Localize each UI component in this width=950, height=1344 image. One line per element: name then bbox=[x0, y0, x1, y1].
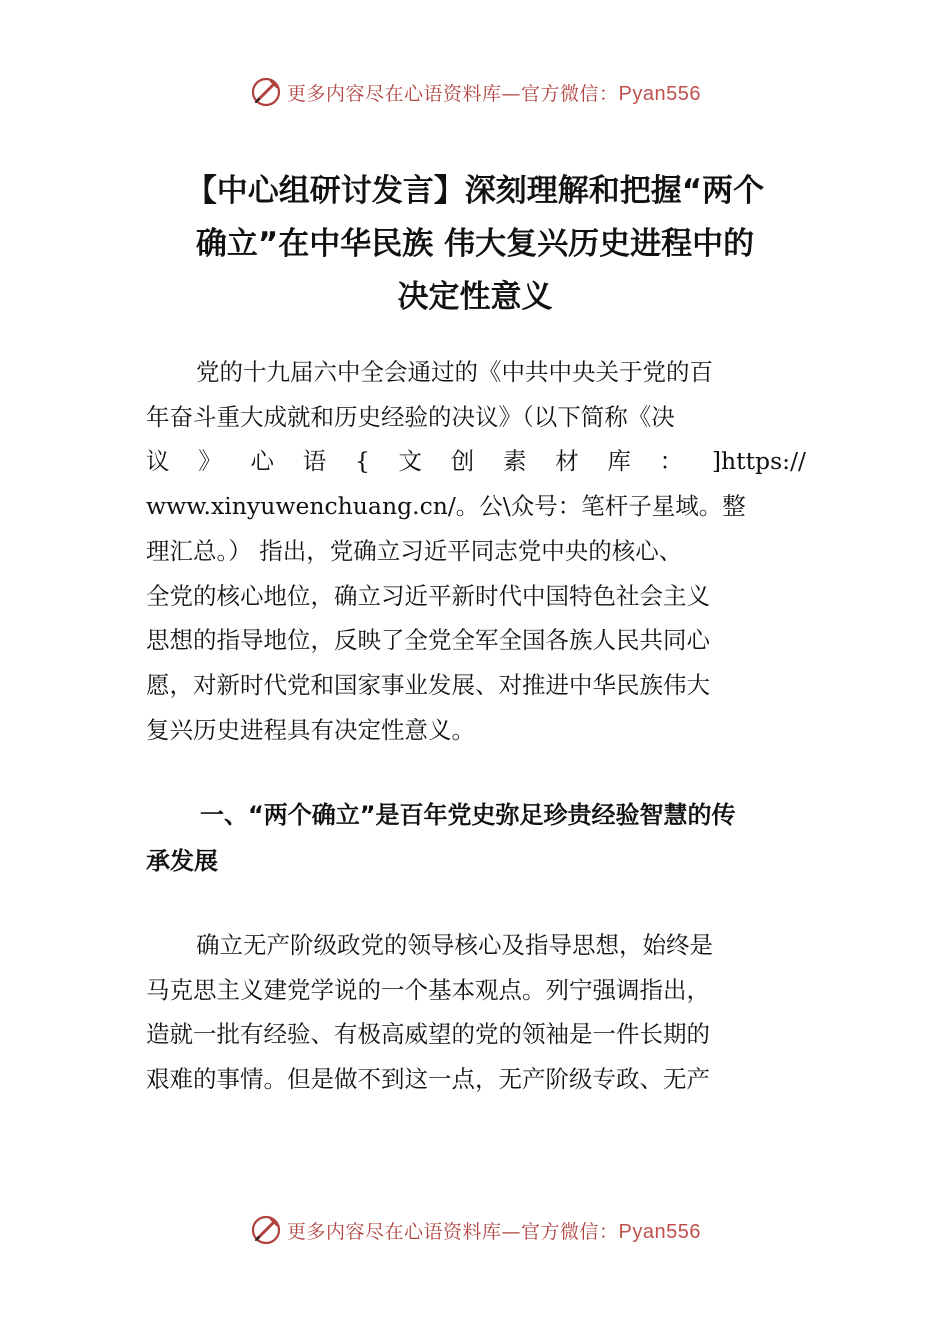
wechat-id: Pyan556 bbox=[618, 1220, 701, 1243]
paragraph-line: 马克思主义建党学说的一个基本观点。列宁强调指出， bbox=[146, 975, 710, 1004]
heading-line: 承发展 bbox=[146, 847, 218, 875]
paragraph-line: 党的十九届六中全会通过的《中共中央关于党的百 bbox=[196, 358, 713, 386]
heading-line: 一、“两个确立”是百年党史弥足珍贵经验智慧的传 bbox=[200, 801, 736, 829]
document-title bbox=[110, 165, 840, 324]
header-watermark-banner bbox=[0, 72, 950, 112]
paragraph-line: 理汇总。） 指出，党确立习近平同志党中央的核心、 bbox=[146, 536, 683, 565]
spread-char: 心 bbox=[250, 447, 274, 476]
pen-logo-icon bbox=[249, 1213, 283, 1247]
paragraph-line: 愿，对新时代党和国家事业发展、对推进中华民族伟大 bbox=[146, 670, 710, 699]
spread-char: 创 bbox=[450, 447, 475, 476]
banner-text: 更多内容尽在心语资料库—官方微信：Pyan556 bbox=[287, 1220, 701, 1243]
paragraph-line: www.xinyuwenchuang.cn/。公\众号：笔杆子星域。整 bbox=[146, 492, 746, 521]
wechat-id: Pyan556 bbox=[618, 82, 701, 105]
spread-char: ： bbox=[659, 447, 684, 476]
paragraph-line: 年奋斗重大成就和历史经验的决议》（以下简称《决 bbox=[146, 402, 675, 431]
spread-char: { bbox=[354, 447, 370, 476]
spread-char: 议 bbox=[146, 447, 170, 476]
paragraph-section-1 bbox=[146, 923, 806, 1102]
paragraph-intro bbox=[146, 350, 806, 752]
spread-char: 库 bbox=[607, 447, 631, 476]
spread-char: 素 bbox=[502, 447, 527, 476]
spread-char: 》 bbox=[198, 447, 222, 476]
pen-logo-icon bbox=[249, 75, 283, 109]
spread-char: ]https:// bbox=[711, 447, 806, 476]
title-line: 【中心组研讨发言】深刻理解和把握“两个 bbox=[185, 173, 765, 209]
paragraph-line: 确立无产阶级政党的领导核心及指导思想，始终是 bbox=[196, 931, 713, 959]
footer-watermark-banner bbox=[0, 1210, 950, 1250]
paragraph-line: 全党的核心地位，确立习近平新时代中国特色社会主义 bbox=[146, 581, 710, 610]
paragraph-line-spread bbox=[146, 439, 806, 484]
title-line: 决定性意义 bbox=[397, 279, 553, 315]
section-heading-1 bbox=[146, 792, 806, 884]
title-line: 确立”在中华民族 伟大复兴历史进程中的 bbox=[195, 226, 755, 262]
spread-char: 语 bbox=[302, 447, 327, 476]
spread-char: 文 bbox=[398, 447, 423, 476]
paragraph-line: 思想的指导地位，反映了全党全军全国各族人民共同心 bbox=[146, 626, 710, 655]
spread-char: 材 bbox=[555, 447, 579, 476]
paragraph-line: 造就一批有经验、有极高威望的党的领袖是一件长期的 bbox=[146, 1020, 710, 1049]
paragraph-line: 艰难的事情。但是做不到这一点，无产阶级专政、无产 bbox=[146, 1065, 710, 1094]
banner-text: 更多内容尽在心语资料库—官方微信：Pyan556 bbox=[287, 82, 701, 105]
paragraph-line: 复兴历史进程具有决定性意义。 bbox=[146, 715, 475, 744]
